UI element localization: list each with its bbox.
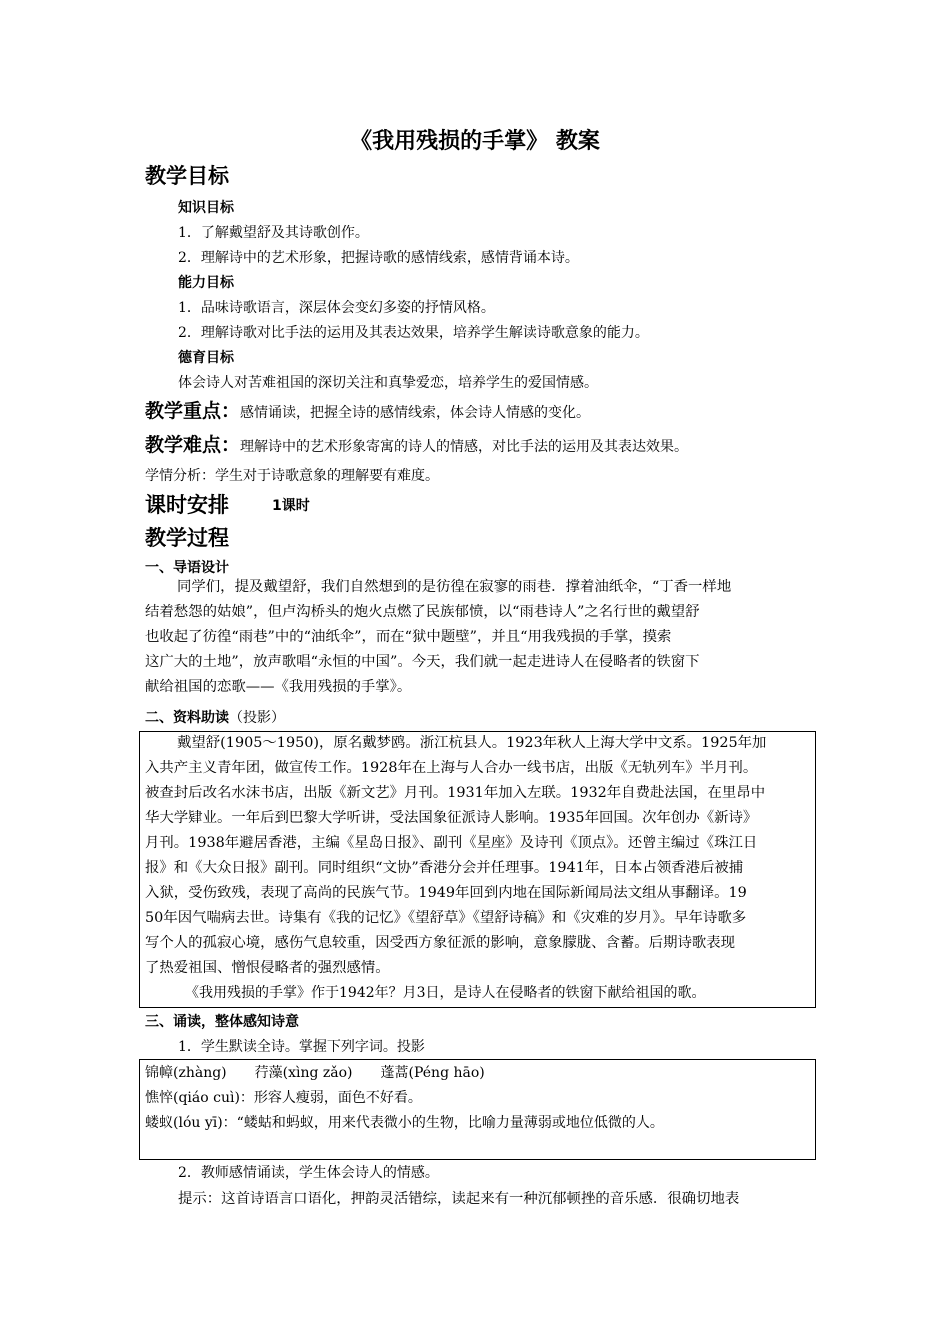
bio-line: 了热爱祖国、憎恨侵略者的强烈感情。 [145, 960, 390, 976]
section-2-title: 二、资料助读 [145, 710, 229, 726]
step-2: 2．教师感情诵读，学生体会诗人的情感。 [178, 1165, 439, 1181]
objectives-heading: 教学目标 [145, 164, 229, 188]
difficulty-text: 理解诗中的艺术形象寄寓的诗人的情感，对比手法的运用及其表达效果。 [240, 439, 689, 455]
difficulty-label: 教学难点： [145, 434, 241, 456]
key-point-text: 感情诵读，把握全诗的感情线索，体会诗人情感的变化。 [240, 405, 591, 421]
vocab-line: 憔悴(qiáo cuì)：形容人瘦弱，面色不好看。 [145, 1090, 422, 1106]
knowledge-item: 2．理解诗中的艺术形象，把握诗歌的感情线索，感情背诵本诗。 [178, 250, 579, 266]
difficulty [145, 430, 688, 457]
moral-label: 德育目标 [178, 350, 234, 366]
bio-line: 入共产主义青年团，做宣传工作。1928年在上海与人合办一线书店，出版《无轨列车》半月刊。 [145, 760, 758, 776]
intro-line: 这广大的土地”，放声歌唱“永恒的中国”。今天，我们就一起走进诗人在侵略者的铁窗下 [145, 654, 700, 670]
intro-line: 也收起了彷徨“雨巷”中的“油纸伞”，而在“狱中题壁”，并且“用我残损的手掌，摸索 [145, 629, 672, 645]
section-2-note: （投影） [229, 710, 285, 726]
analysis-text: 学情分析：学生对于诗歌意象的理解要有难度。 [145, 468, 439, 484]
knowledge-label: 知识目标 [178, 200, 234, 216]
bio-line: 被查封后改名水沫书店，出版《新文艺》月刊。1931年加入左联。1932年自费赴法国，在里昂中 [145, 785, 766, 801]
page-title: 《我用残损的手掌》 教案 [350, 128, 600, 154]
knowledge-item: 1．了解戴望舒及其诗歌创作。 [178, 225, 369, 241]
schedule-value: 1课时 [272, 498, 310, 514]
bio-line: 50年因气喘病去世。诗集有《我的记忆》《望舒草》《望舒诗稿》和《灾难的岁月》。早年诗歌多 [145, 910, 747, 926]
bio-line: 月刊。1938年避居香港，主编《星岛日报》、副刊《星座》及诗刊《顶点》。还曾主编过《珠江日 [145, 835, 758, 851]
bio-line: 报》和《大众日报》副刊。同时组织“文协”香港分会并任理事。1941年，日本占领香港后被捕 [145, 860, 744, 876]
section-2-title-row [145, 707, 285, 727]
ability-label: 能力目标 [178, 275, 234, 291]
bio-last-line: 《我用残损的手掌》作于1942年？月3日，是诗人在侵略者的铁窗下献给祖国的歌。 [185, 985, 706, 1001]
key-point-label: 教学重点： [145, 400, 241, 422]
bio-line: 入狱，受伤致残，表现了高尚的民族气节。1949年回到内地在国际新闻局法文组从事翻译。19 [145, 885, 747, 901]
ability-item: 1．品味诗歌语言，深层体会变幻多姿的抒情风格。 [178, 300, 495, 316]
bio-line: 写个人的孤寂心境，感伤气息较重，因受西方象征派的影响，意象朦胧、含蓄。后期诗歌表现 [145, 935, 736, 951]
section-3-title: 三、诵读，整体感知诗意 [145, 1014, 299, 1030]
step-1: 1．学生默读全诗。掌握下列字词。投影 [178, 1039, 425, 1055]
hint-text: 提示：这首诗语言口语化，押韵灵活错综，读起来有一种沉郁顿挫的音乐感．很确切地表 [178, 1191, 740, 1207]
bio-line: 华大学肄业。一年后到巴黎大学听讲，受法国象征派诗人影响。1935年回国。次年创办《新诗》 [145, 810, 758, 826]
vocab-line: 锦幛(zhàng) 荇藻(xìng zǎo) 蓬蒿(Péng hāo) [145, 1065, 485, 1081]
process-heading: 教学过程 [145, 526, 229, 550]
biography-text [145, 731, 810, 1006]
section-1-title: 一、导语设计 [145, 560, 229, 576]
ability-item: 2．理解诗歌对比手法的运用及其表达效果，培养学生解读诗歌意象的能力。 [178, 325, 649, 341]
intro-line: 结着愁怨的姑娘”，但卢沟桥头的炮火点燃了民族郁愤，以“雨巷诗人”之名行世的戴望舒 [145, 604, 700, 620]
intro-line: 同学们，提及戴望舒，我们自然想到的是彷徨在寂寥的雨巷．撑着油纸伞，“丁香一样地 [177, 579, 732, 595]
intro-line: 献给祖国的恋歌——《我用残损的手掌》。 [145, 679, 412, 695]
schedule-label: 课时安排 [145, 493, 229, 517]
moral-text: 体会诗人对苦难祖国的深切关注和真挚爱恋，培养学生的爱国情感。 [178, 375, 598, 391]
intro-paragraph [145, 575, 810, 700]
bio-line: 戴望舒(1905～1950)，原名戴梦鸥。浙江杭县人。1923年秋人上海大学中文系。1925年加 [177, 735, 767, 751]
key-point [145, 396, 590, 423]
vocab-line: 蝼蚁(lóu yī)：“蝼蛄和蚂蚁，用来代表微小的生物，比喻力量薄弱或地位低微的人。 [145, 1115, 664, 1131]
